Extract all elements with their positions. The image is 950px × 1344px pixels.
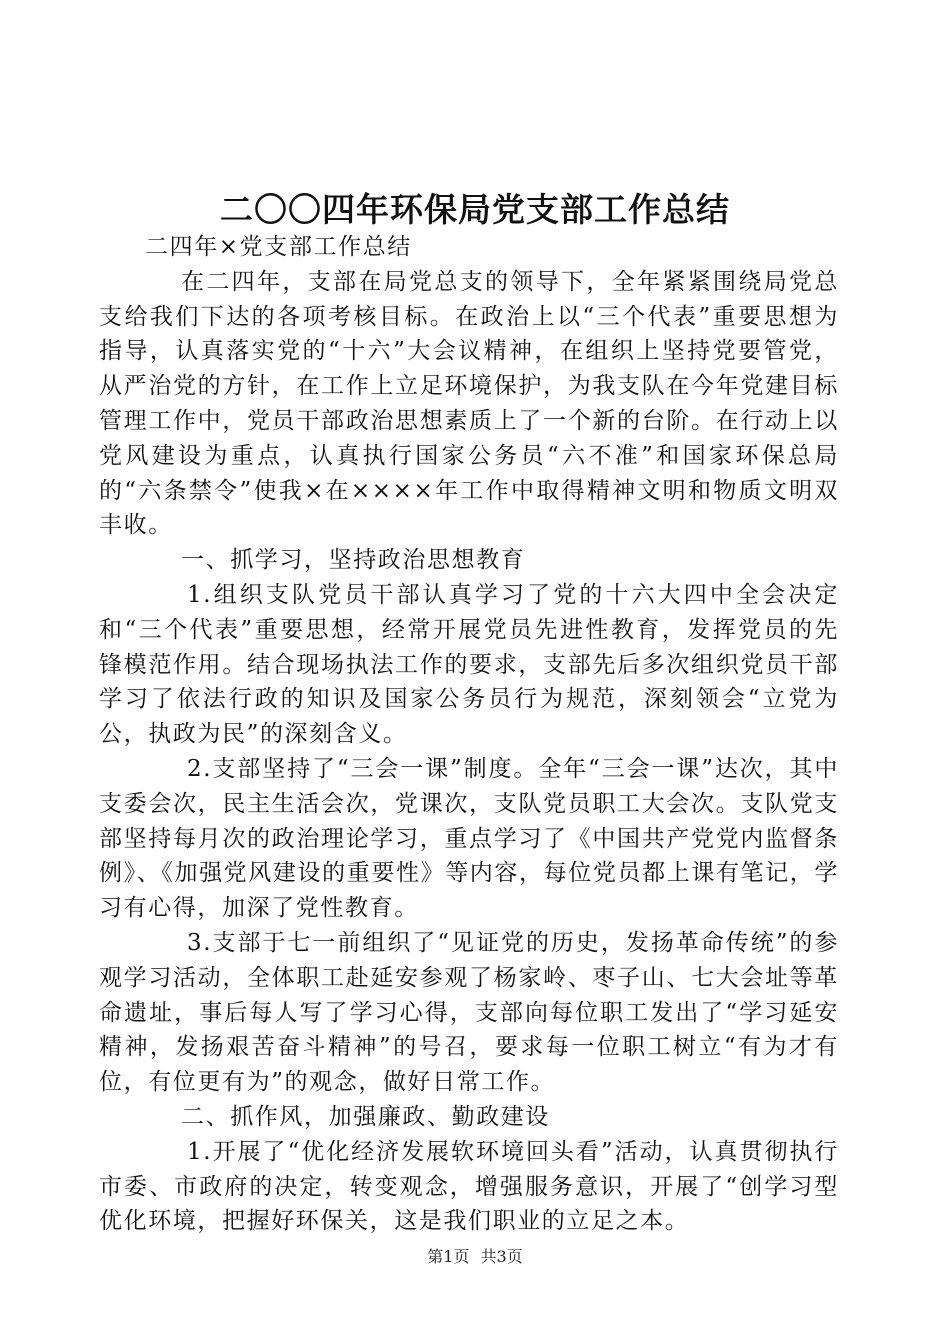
intro-paragraph: 在二四年，支部在局党总支的领导下，全年紧紧围绕局党总支给我们下达的各项考核目标。在政治上以“三个代表”重要思想为指导，认真落实党的“十六”大会议精神，在组织上坚持党要管党，从严治党的方针，在工作上立足环境保护，为我支队在今年党建目标管理工作中，党员干部政治思想素质上了一个新的台阶。在行动上以党风建设为重点，认真执行国家公务员“六不准”和国家环保总局的“六条禁令”使我×在××××年工作中取得精神文明和物质文明双丰收。	[99, 268, 839, 539]
page-footer	[0, 1246, 950, 1268]
document-title: 二〇〇四年环保局党支部工作总结	[220, 190, 730, 229]
document-body	[99, 230, 839, 1239]
section-heading-1: 一、抓学习，坚持政治思想教育	[181, 547, 526, 574]
section1-item-2: 2.支部坚持了“三会一课”制度。全年“三会一课”达次，其中支委会次，民主生活会次，党课次，支队党员职工大会次。支队党支部坚持每月次的政治理论学习，重点学习了《中国共产党党内监督条例》、《加强党风建设的重要性》等内容，每位党员都上课有笔记，学习有心得，加深了党性教育。	[99, 755, 839, 922]
section1-item-1: 1.组织支队党员干部认真学习了党的十六大四中全会决定和“三个代表”重要思想，经常开展党员先进性教育，发挥党员的先锋模范作用。结合现场执法工作的要求，支部先后多次组织党员干部学习了依法行政的知识及国家公务员行为规范，深刻领会“立党为公，执政为民”的深刻含义。	[99, 581, 839, 748]
page-total: 共3页	[480, 1247, 523, 1266]
page-number: 第1页	[427, 1247, 470, 1266]
section2-item-1: 1.开展了“优化经济发展软环境回头看”活动，认真贯彻执行市委、市政府的决定，转变观念，增强服务意识，开展了“创学习型优化环境，把握好环保关，这是我们职业的立足之本。	[99, 1138, 839, 1235]
document-subtitle: 二四年×党支部工作总结	[145, 234, 412, 260]
section1-item-3: 3.支部于七一前组织了“见证党的历史，发扬革命传统”的参观学习活动，全体职工赴延安参观了杨家岭、枣子山、七大会址等革命遗址，事后每人写了学习心得，支部向每位职工发出了“学习延安精神，发扬艰苦奋斗精神”的号召，要求每一位职工树立“有为才有位，有位更有为”的观念，做好日常工作。	[99, 929, 839, 1096]
section-heading-2: 二、抓作风，加强廉政、勤政建设	[181, 1103, 550, 1130]
